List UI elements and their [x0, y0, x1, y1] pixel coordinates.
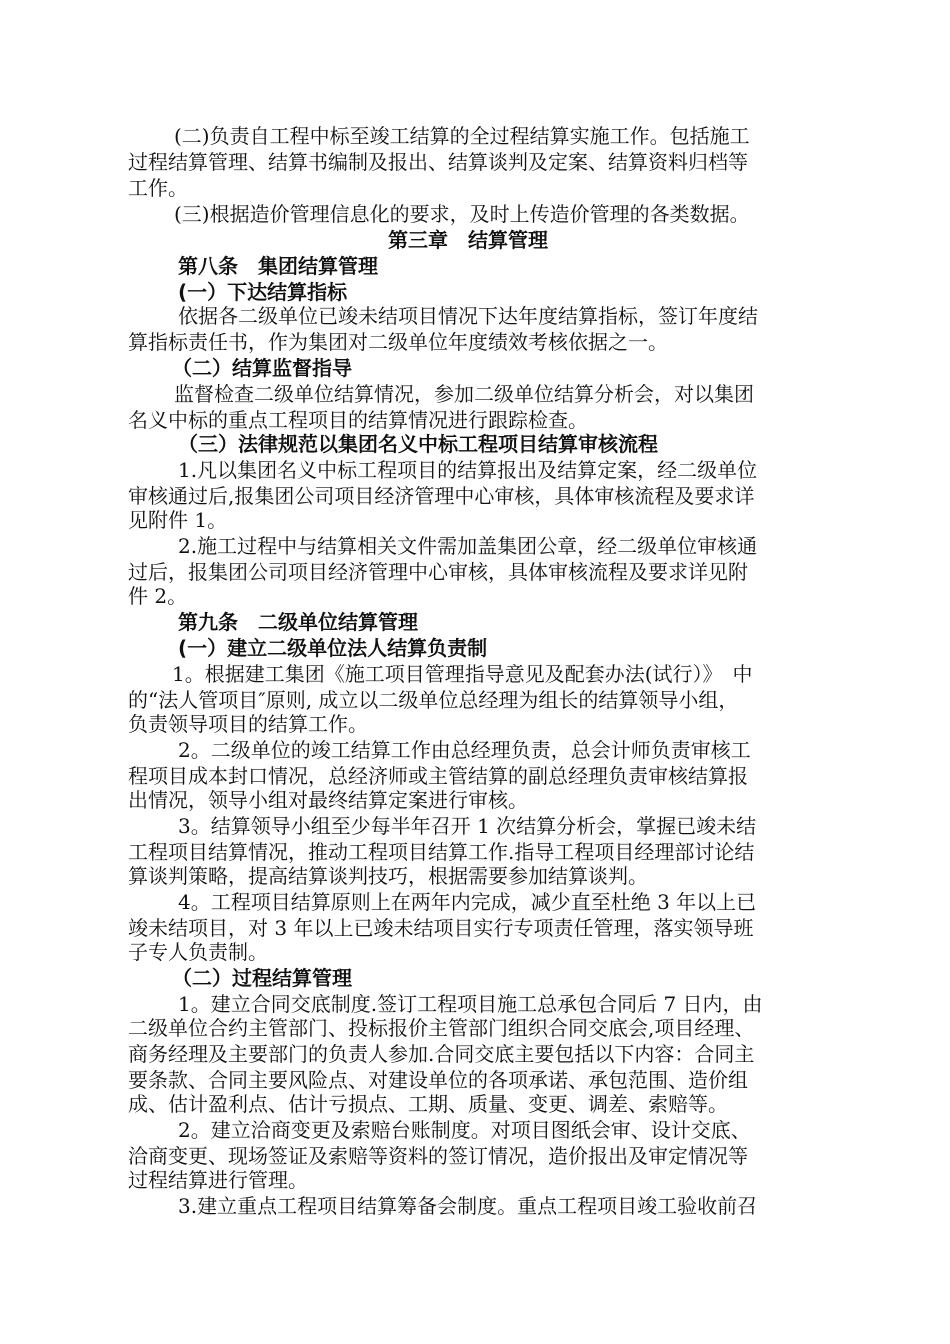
text-line: 的“法人管项目″原则, 成立以二级单位总经理为组长的结算领导小组， [128, 688, 739, 712]
text-line: 过后，报集团公司项目经济管理中心审核，具体审核流程及要求详见附 [128, 560, 748, 584]
text-line: 审核通过后,报集团公司项目经济管理中心审核，具体审核流程及要求详 [128, 484, 755, 508]
section-heading: （三）法律规范以集团名义中标工程项目结算审核流程 [178, 432, 658, 456]
text-line: 算指标责任书，作为集团对二级单位年度绩效考核依据之一。 [128, 330, 668, 354]
text-line: (三)根据造价管理信息化的要求，及时上传造价管理的各类数据。 [174, 202, 750, 226]
text-line: 商务经理及主要部门的负责人参加.合同交底主要包括以下内容：合同主 [128, 1042, 755, 1066]
section-heading: （二）过程结算管理 [172, 966, 352, 990]
text-line: 3.建立重点工程项目结算筹备会制度。重点工程项目竣工验收前召 [178, 1194, 758, 1218]
text-line: 要条款、合同主要风险点、对建设单位的各项承诺、承包范围、造价组 [128, 1068, 748, 1092]
text-line: 件 2。 [128, 584, 188, 608]
text-line: 2。建立洽商变更及索赔台账制度。对项目图纸会审、设计交底、 [178, 1118, 751, 1142]
article-heading: 第八条 集团结算管理 [178, 254, 378, 278]
text-line: 过程结算管理、结算书编制及报出、结算谈判及定案、结算资料归档等 [128, 150, 748, 174]
text-line: 1。建立合同交底制度.签订工程项目施工总承包合同后 7 日内，由 [178, 992, 763, 1016]
text-line: 4。工程项目结算原则上在两年内完成，减少直至杜绝 3 年以上已 [178, 890, 757, 914]
text-line: 见附件 1。 [128, 508, 228, 532]
text-line: 工程项目结算情况，推动工程项目结算工作.指导工程项目经理部讨论结 [128, 840, 755, 864]
text-line: 2.施工过程中与结算相关文件需加盖集团公章，经二级单位审核通 [178, 534, 758, 558]
text-line: 程项目成本封口情况，总经济师或主管结算的副总经理负责审核结算报 [128, 764, 748, 788]
text-line: 竣未结项目，对 3 年以上已竣未结项目实行专项责任管理，落实领导班 [128, 916, 754, 940]
text-line: 3。结算领导小组至少每半年召开 1 次结算分析会，掌握已竣未结 [178, 814, 757, 838]
text-line: 二级单位合约主管部门、投标报价主管部门组织合同交底会,项目经理、 [128, 1016, 755, 1040]
text-line: 1.凡以集团名义中标工程项目的结算报出及结算定案，经二级单位 [178, 458, 758, 482]
section-heading: （二）结算监督指导 [172, 356, 352, 380]
text-line: 2。二级单位的竣工结算工作由总经理负责，总会计师负责审核工 [178, 738, 751, 762]
article-heading: 第九条 二级单位结算管理 [178, 610, 418, 634]
chapter-heading: 第三章 结算管理 [388, 228, 548, 252]
text-line: 出情况，领导小组对最终结算定案进行审核。 [128, 788, 528, 812]
section-heading: (一）建立二级单位法人结算负责制 [178, 636, 488, 660]
text-line: 监督检查二级单位结算情况，参加二级单位结算分析会，对以集团 [174, 382, 754, 406]
text-line: 工作。 [128, 176, 188, 200]
text-line: 洽商变更、现场签证及索赔等资料的签订情况，造价报出及审定情况等 [128, 1144, 748, 1168]
section-heading: (一）下达结算指标 [178, 280, 348, 304]
text-line: 算谈判策略，提高结算谈判技巧，根据需要参加结算谈判。 [128, 864, 648, 888]
text-line: 子专人负责制。 [128, 940, 268, 964]
text-line: 名义中标的重点工程项目的结算情况进行跟踪检查。 [128, 408, 588, 432]
text-line: (二)负责自工程中标至竣工结算的全过程结算实施工作。包括施工 [174, 124, 750, 148]
text-line: 负责领导项目的结算工作。 [128, 712, 368, 736]
text-line: 依据各二级单位已竣未结项目情况下达年度结算指标，签订年度结 [178, 304, 758, 328]
text-line: 1。根据建工集团《施工项目管理指导意见及配套办法(试行）》 中 [172, 662, 753, 686]
text-line: 成、估计盈利点、估计亏损点、工期、质量、变更、调差、索赔等。 [128, 1092, 728, 1116]
text-line: 过程结算进行管理。 [128, 1168, 308, 1192]
